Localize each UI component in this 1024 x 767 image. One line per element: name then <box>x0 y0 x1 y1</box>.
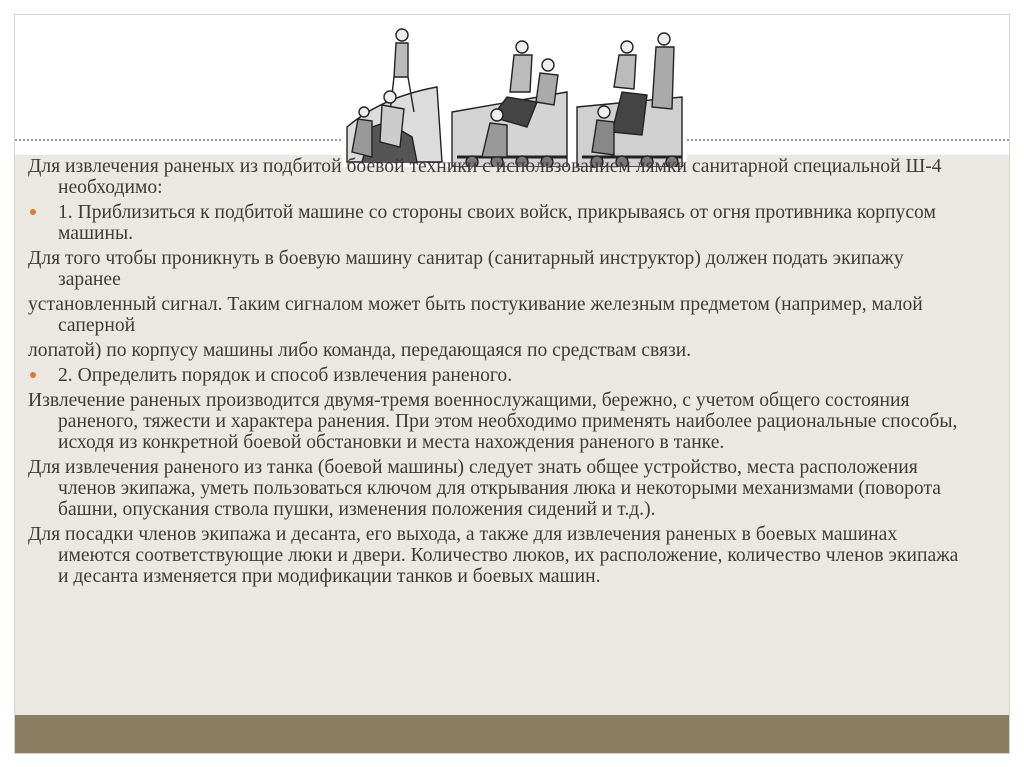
text-paragraph: Извлечение раненых производится двумя-тремя военнослужащими, бережно, с учетом общего состояния раненого, тяжести и характера ранения. При этом необходимо применять наиболее рациональные способы, исходя из конкретной боевой обстановки и места нахождения раненого в танке. <box>28 390 958 453</box>
text-paragraph: Для извлечения раненых из подбитой боевой техники с использованием лямки санитарной специальной Ш-4 необходимо: <box>28 156 942 198</box>
text-paragraph: установленный сигнал. Таким сигналом может быть постукивание железным предметом (например, малой саперной <box>28 294 923 336</box>
bullet-dot-icon <box>30 372 36 378</box>
slide-body-text <box>28 156 968 591</box>
bullet-dot-icon <box>30 209 36 215</box>
text-paragraph: Для того чтобы проникнуть в боевую машину санитар (санитарный инструктор) должен подать экипажу заранее <box>28 248 904 290</box>
bullet-item <box>28 202 968 244</box>
text-paragraph: Для извлечения раненого из танка (боевой машины) следует знать общее устройство, места расположения членов экипажа, уметь пользоваться ключом для открывания люка и некоторыми механизмами (поворота башни, опускания ствола пушки, изменения положения сидений и т.д.). <box>28 457 941 520</box>
soldiers-extracting-wounded-from-tank-icon <box>342 17 687 167</box>
text-paragraph: лопатой) по корпусу машины либо команда, передающаяся по средствам связи. <box>28 340 692 361</box>
bullet-item <box>28 365 968 386</box>
footer-band <box>15 715 1009 753</box>
bullet-text: 1. Приблизиться к подбитой машине со стороны своих войск, прикрываясь от огня противника корпусом машины. <box>58 202 936 244</box>
text-paragraph: Для посадки членов экипажа и десанта, его выхода, а также для извлечения раненых в боевых машинах имеются соответствующие люки и двери. Количество люков, их расположение, количество членов экипажа и десанта изменяется при модификации танков и боевых машин. <box>28 524 959 587</box>
bullet-text: 2. Определить порядок и способ извлечения раненого. <box>58 365 513 386</box>
